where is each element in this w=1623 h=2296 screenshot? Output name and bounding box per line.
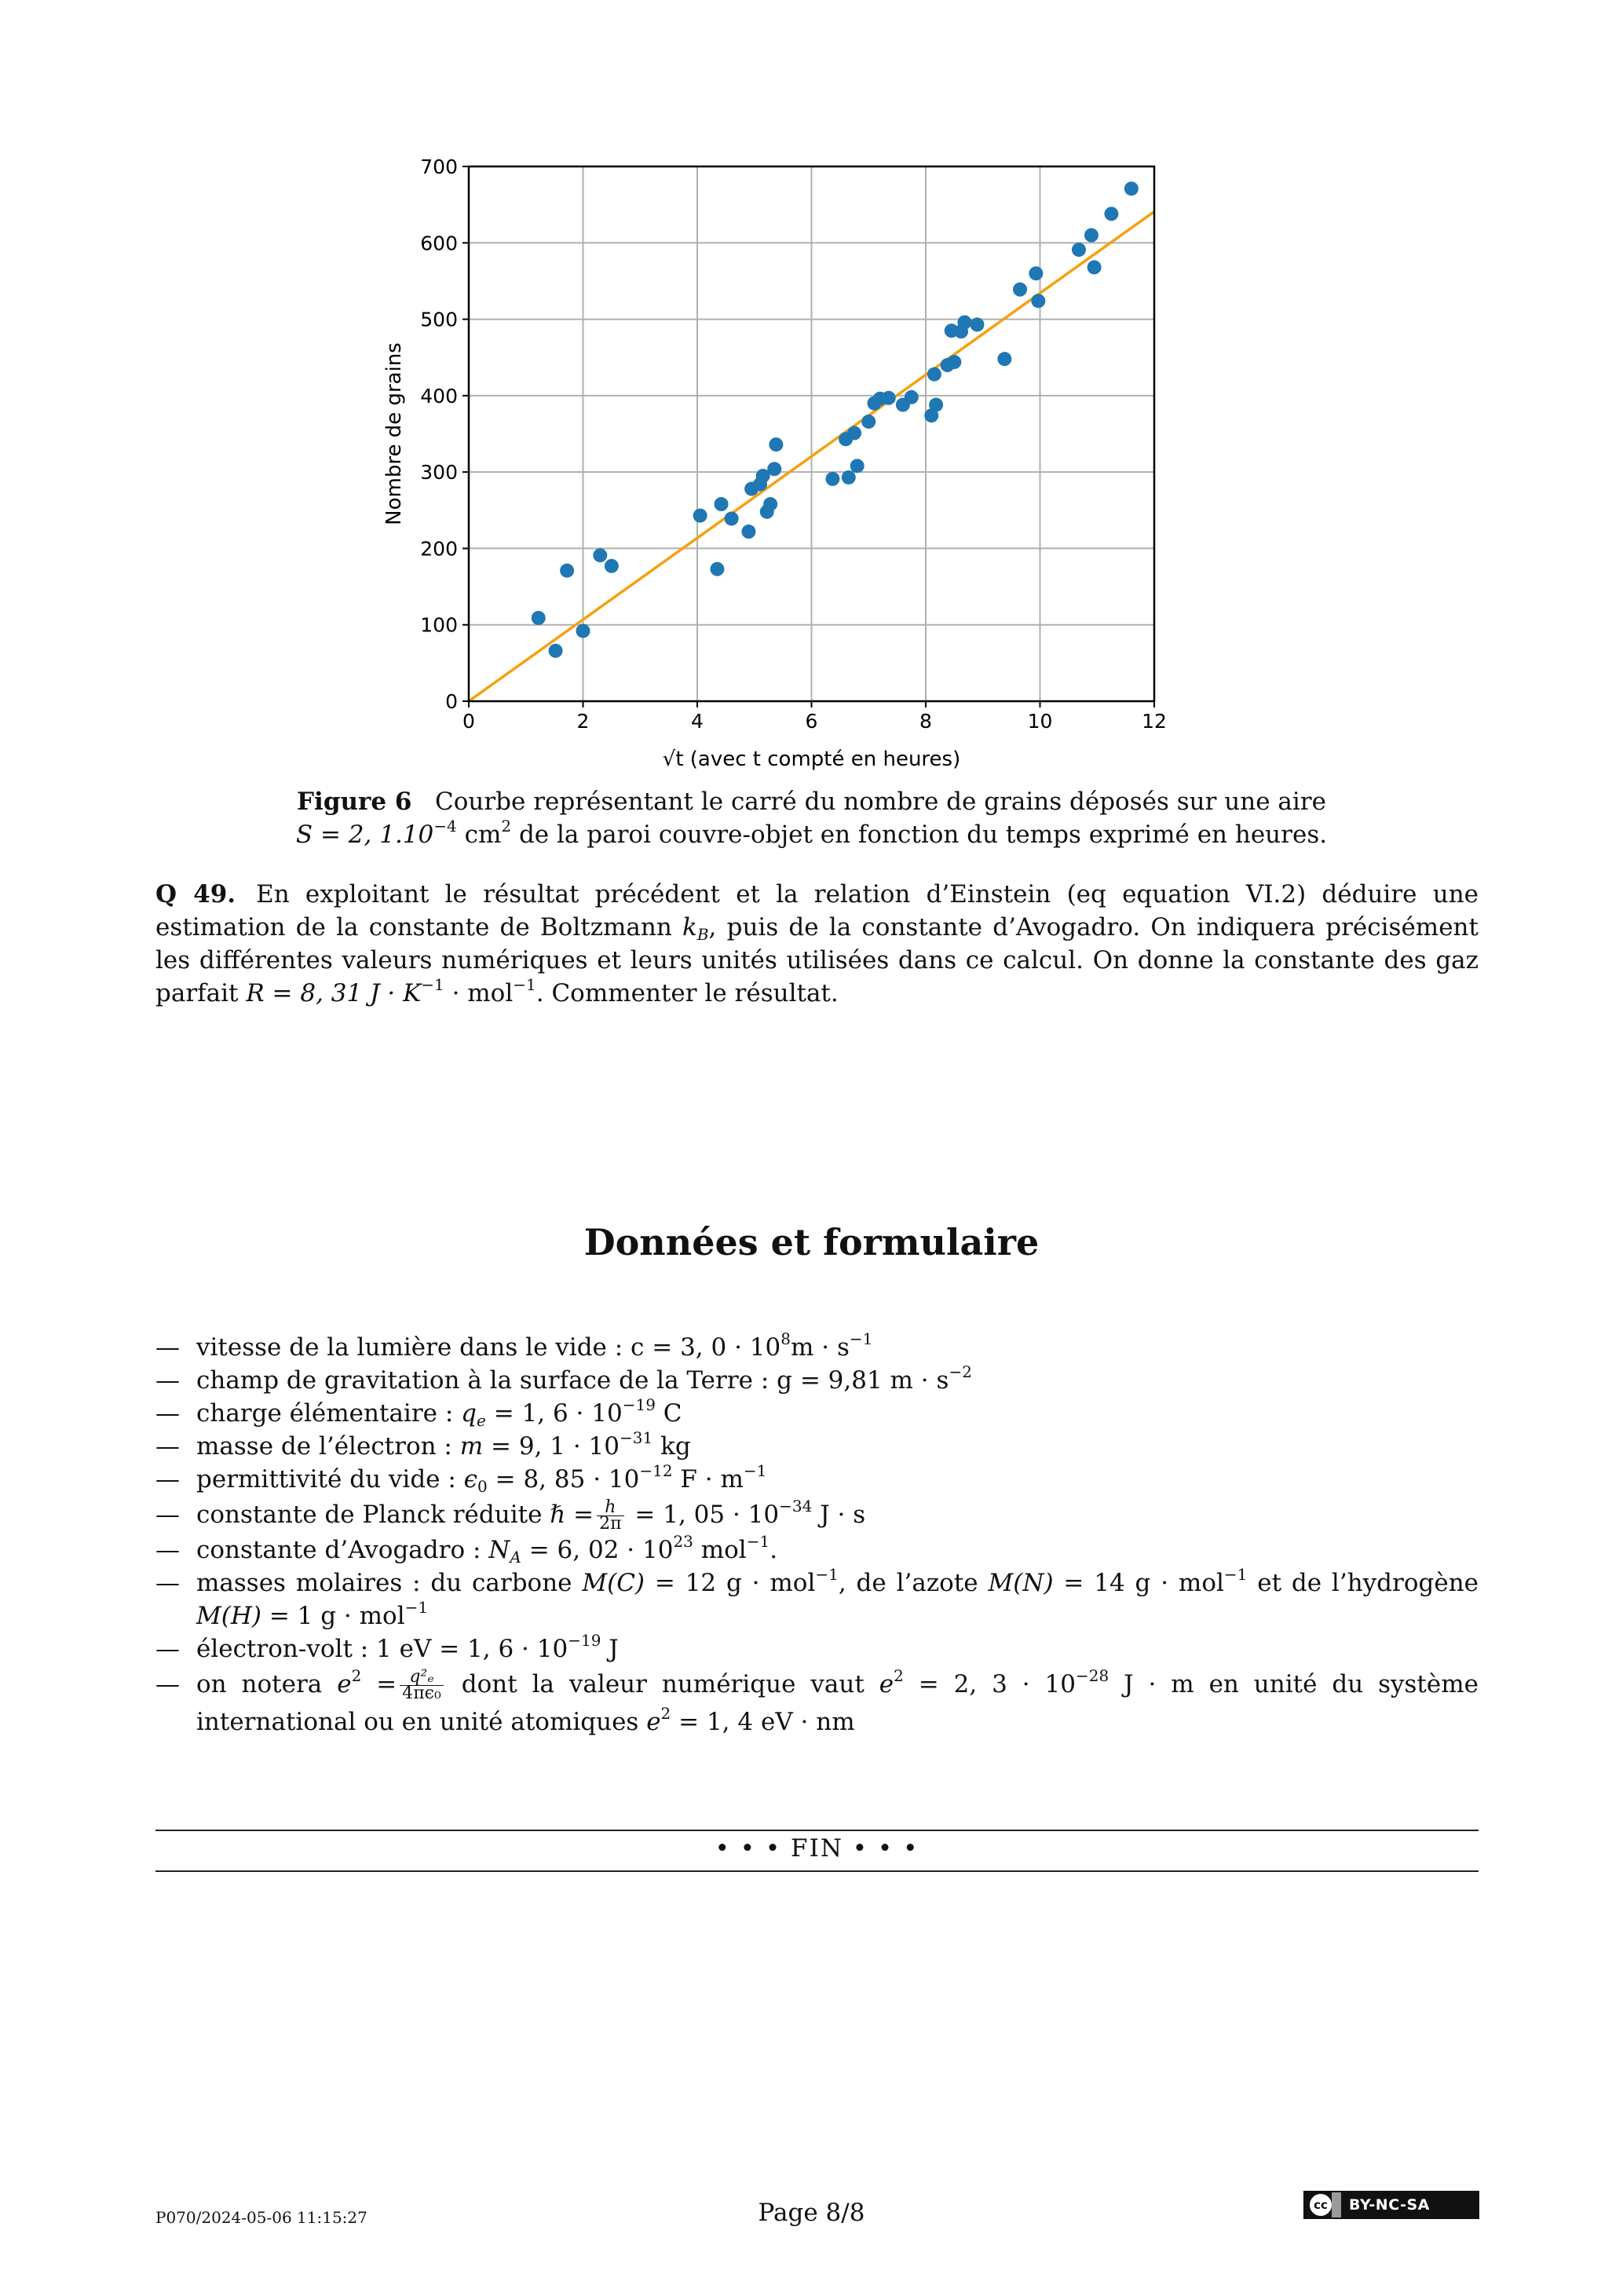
x-tick-label: 6 <box>805 710 818 733</box>
data-point <box>741 525 755 539</box>
list-item-gravity: — champ de gravitation à la surface de la Terre : g = 9,81 $m \cdot s^{-2}$ <box>155 1364 1479 1397</box>
data-point <box>905 390 919 404</box>
list-item-e-squared: — on notera $e^2$ = $\frac{\text{q²ₑ}}{\text{4πϵ₀}}$ dont la valeur numérique vaut $e^2 = 2$, $3 \cdot 10^{-28}$ J · m en unité du système international ou en unité atomiques $e^2 = 1$, 4 eV · nm <box>155 1665 1479 1741</box>
data-point <box>560 564 574 578</box>
data-point <box>825 472 839 486</box>
data-point <box>957 315 971 329</box>
license-text: BY-NC-SA <box>1349 2196 1430 2214</box>
data-point <box>970 317 984 331</box>
x-tick-label: 12 <box>1142 710 1167 733</box>
x-tick-label: 4 <box>691 710 704 733</box>
constants-list <box>155 1331 1479 1741</box>
data-point <box>1124 181 1139 196</box>
y-tick-label: 300 <box>420 461 458 484</box>
data-point <box>769 437 783 452</box>
data-point <box>847 426 861 441</box>
x-tick-label: 10 <box>1027 710 1053 733</box>
data-point <box>593 548 607 562</box>
x-axis-label: √t (avec t compté en heures) <box>662 748 961 771</box>
badge-divider <box>1332 2192 1341 2217</box>
y-tick-label: 100 <box>420 613 458 637</box>
end-marker <box>155 1830 1479 1872</box>
planck-fraction: $\frac{h}{2\pi}$ <box>597 1500 623 1532</box>
question-label: Q 49. <box>155 880 236 909</box>
x-tick-label: 0 <box>462 710 475 733</box>
data-point <box>767 462 781 476</box>
e-squared-fraction: $\frac{\text{q²ₑ}}{\text{4πϵ₀}}$ <box>400 1669 444 1702</box>
data-point <box>1087 260 1102 274</box>
data-point <box>725 511 739 525</box>
data-point <box>549 644 563 658</box>
page-number: Page 8/8 <box>758 2199 865 2227</box>
data-point <box>1013 283 1027 297</box>
caption-line-1: Courbe représentant le carré du nombre de grains déposés sur une aire <box>435 788 1326 816</box>
data-point <box>1031 294 1045 308</box>
list-item-avogadro: — constante d’Avogadro : $N_A = 6$, $02 \cdot 10^{23}$ mol$^{-1}$. <box>155 1534 1479 1567</box>
list-item-elementary-charge: — charge élémentaire : $q_e = 1$, $6 \cdot 10^{-19}$ C <box>155 1397 1479 1430</box>
data-point <box>1084 229 1098 243</box>
data-point <box>947 355 961 369</box>
figure-6-chart <box>369 149 1217 777</box>
caption-line-2: S = 2, $1.10^{-4}$ $cm^2$ de la paroi couvre-objet en fonction du temps exprimé en heures. <box>295 817 1328 849</box>
list-item-molar-masses: — masses molaires : du carbone M(C) = 12 g · mol$^{-1}$, de l’azote M(N) = 14 g · mol$^{-1}$ et de l’hydrogène M(H) = 1 g · mol$^{-1}$ <box>155 1567 1479 1632</box>
data-point <box>605 559 619 573</box>
scatter-plot <box>369 149 1217 777</box>
y-tick-label: 400 <box>420 384 458 408</box>
data-point <box>710 562 724 576</box>
data-point <box>576 623 590 638</box>
footer-document-id: P070/2024-05-06 11:15:27 <box>155 2208 367 2227</box>
y-tick-label: 700 <box>420 155 458 178</box>
data-point <box>715 497 729 511</box>
y-tick-label: 200 <box>420 537 458 561</box>
data-point <box>882 391 896 405</box>
question-49: Q 49. En exploitant le résultat précédent et la relation d’Einstein (eq equation VI.2) déduire une estimation de la constante de Boltzmann $k_B$, puis de la constante d’Avogadro. On indiquera précisément les différentes valeurs numériques et leurs unités utilisées dans ce calcul. On donne la constante des gaz parfait R = 8, 31 $J \cdot K^{-1} \cdot mol^{-1}$. Commenter le résultat. <box>155 880 1479 1007</box>
y-axis-label: Nombre de grains <box>382 342 406 525</box>
data-point <box>927 367 941 382</box>
data-point <box>1029 266 1043 280</box>
section-title: Données et formulaire <box>583 1221 1040 1263</box>
list-item-permittivity: — permittivité du vide : $\epsilon_0 = 8$, $85 \cdot 10^{-12}$ $F \cdot m^{-1}$ <box>155 1463 1479 1496</box>
list-item-electron-mass: — masse de l’électron : m = 9, $1 \cdot 10^{-31}$ kg <box>155 1430 1479 1463</box>
data-point <box>1072 243 1086 257</box>
list-item-speed-of-light: — vitesse de la lumière dans le vide : c = 3, $0 \cdot 10^8m \cdot s^{-1}$ <box>155 1331 1479 1364</box>
fin-text: • • • FIN • • • <box>715 1834 919 1863</box>
x-tick-label: 2 <box>576 710 590 733</box>
list-item-electron-volt: — électron-volt : 1 eV = 1, $6 \cdot 10^{-19}$ J <box>155 1632 1479 1665</box>
license-badge <box>1303 2191 1479 2219</box>
creative-commons-icon: cc <box>1308 2192 1333 2217</box>
data-point <box>929 398 943 412</box>
y-tick-label: 600 <box>420 232 458 255</box>
data-point <box>842 470 856 484</box>
data-point <box>693 509 707 523</box>
data-point <box>1104 207 1118 221</box>
list-item-planck: — constante de Planck réduite ℏ = $\frac{h}{2\pi}$ = 1, $05 \cdot 10^{-34}$ J · s <box>155 1496 1479 1534</box>
y-tick-label: 500 <box>420 308 458 331</box>
data-point <box>997 352 1011 366</box>
x-tick-label: 8 <box>919 710 932 733</box>
data-point <box>850 459 865 473</box>
data-point <box>532 611 546 625</box>
figure-label: Figure 6 <box>297 788 412 816</box>
y-tick-label: 0 <box>445 690 458 713</box>
data-point <box>861 415 875 429</box>
figure-caption <box>0 785 1623 851</box>
data-point <box>763 497 777 511</box>
